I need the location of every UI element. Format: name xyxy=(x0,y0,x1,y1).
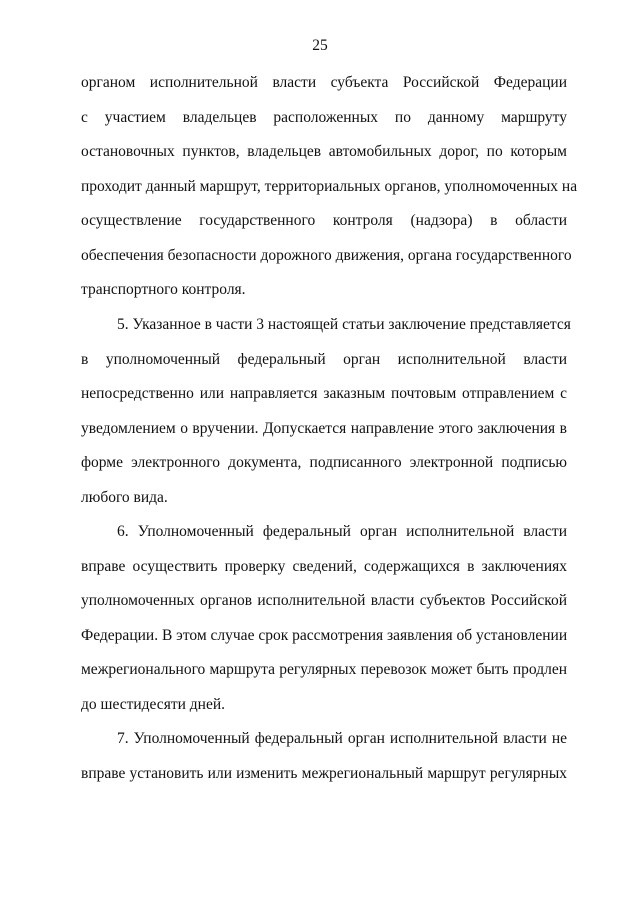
text-line: осуществление государственного контроля (надзора) в области xyxy=(81,212,567,229)
text-line: в уполномоченный федеральный орган исполнительной власти xyxy=(81,350,567,368)
paragraph-item-5 xyxy=(81,308,571,515)
text-line: уполномоченных органов исполнительной власти субъектов Российской xyxy=(81,592,567,609)
text-line: до шестидесяти дней. xyxy=(81,695,225,713)
text-line: вправе осуществить проверку сведений, содержащихся в заключениях xyxy=(81,557,567,575)
text-line: форме электронного документа, подписанного электронной подписью xyxy=(81,454,567,471)
text-line: Федерации. В этом случае срок рассмотрения заявления об установлении xyxy=(81,626,568,644)
text-line: остановочных пунктов, владельцев автомобильных дорог, по которым xyxy=(81,143,567,160)
text-line: транспортного контроля. xyxy=(81,281,246,298)
text-line: 7. Уполномоченный федеральный орган исполнительной власти не xyxy=(117,730,567,747)
text-line: 5. Указанное в части 3 настоящей статьи заключение представляется xyxy=(117,316,571,333)
text-line: уведомлением о вручении. Допускается направление этого заключения в xyxy=(81,419,567,437)
text-line: органом исполнительной власти субъекта Российской Федерации xyxy=(81,74,567,91)
text-line: проходит данный маршрут, территориальных органов, уполномоченных на xyxy=(81,177,578,195)
paragraph-item-7 xyxy=(81,722,567,791)
text-line: непосредственно или направляется заказным почтовым отправлением с xyxy=(81,385,567,402)
text-line: межрегионального маршрута регулярных перевозок может быть продлен xyxy=(81,661,567,678)
page-number: 25 xyxy=(312,37,328,54)
text-line: с участием владельцев расположенных по данному маршруту xyxy=(81,108,567,126)
text-line: вправе установить или изменить межрегиональный маршрут регулярных xyxy=(81,764,567,782)
text-line: 6. Уполномоченный федеральный орган исполнительной власти xyxy=(117,523,567,540)
paragraph-continuation xyxy=(81,66,578,308)
text-line: любого вида. xyxy=(81,488,168,506)
text-line: обеспечения безопасности дорожного движения, органа государственного xyxy=(81,246,572,264)
paragraph-item-6 xyxy=(81,515,567,722)
